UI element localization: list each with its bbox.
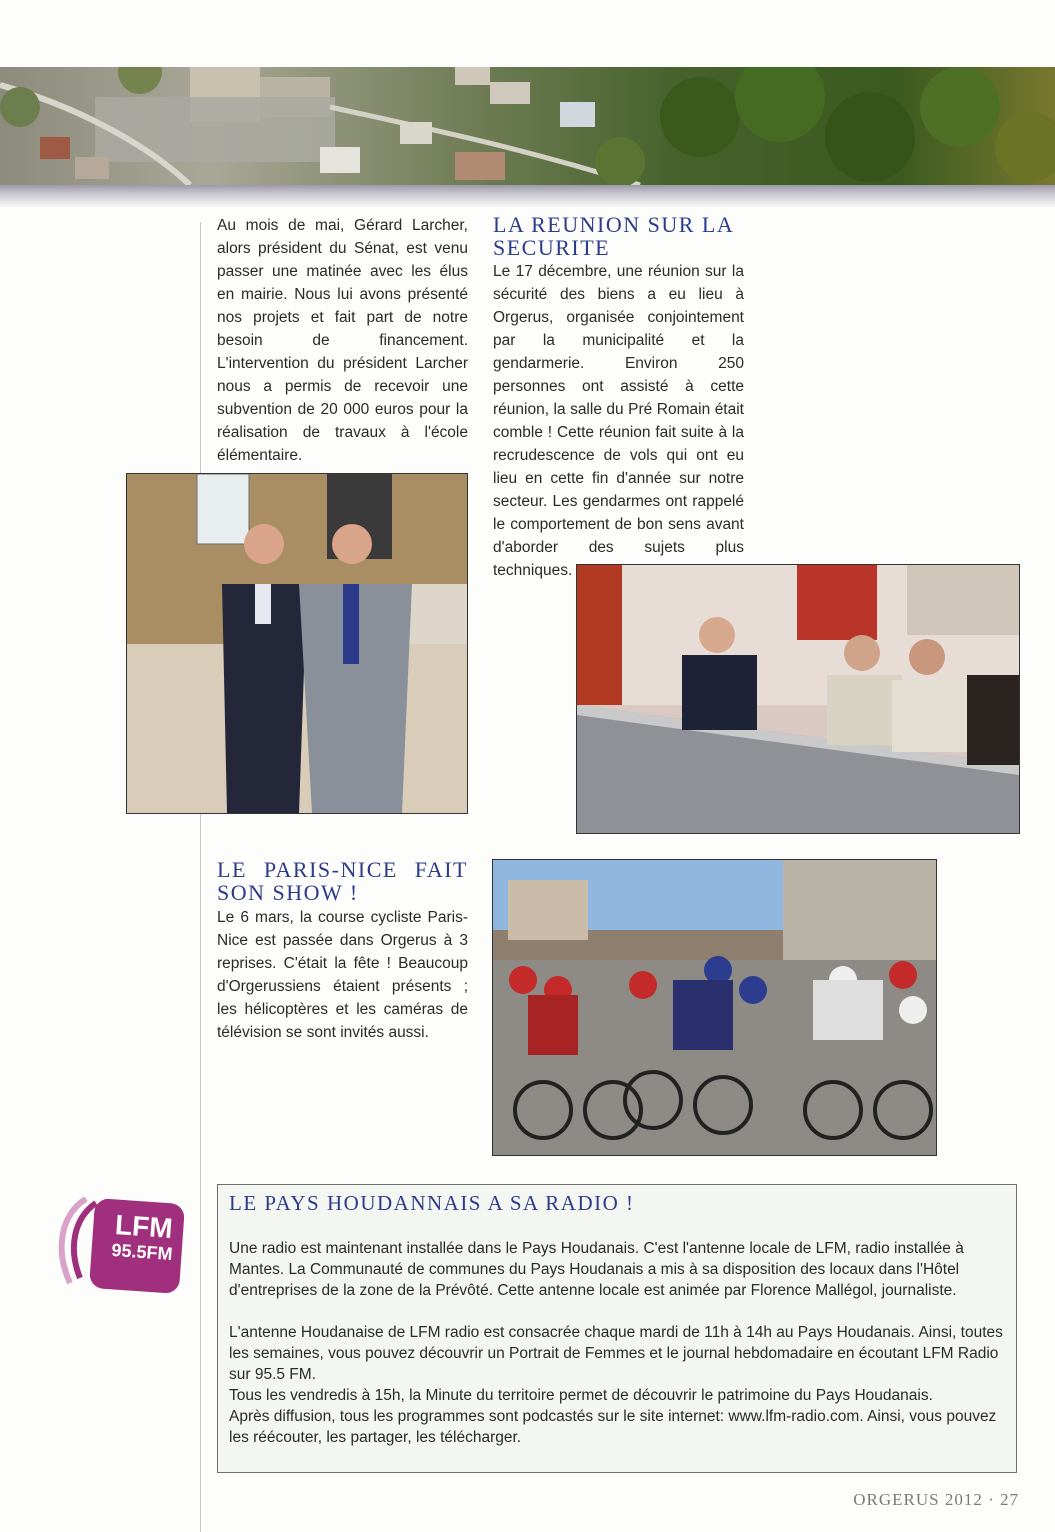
radio-paragraph-2: L'antenne Houdanaise de LFM radio est consacrée chaque mardi de 11h à 14h au Pays Houdanais. Ainsi, toutes les semaines, vous pouvez découvrir un Portrait de Femmes et le journal hebdomadaire en écoutant LFM Radio sur 95.5 FM.: [229, 1324, 1003, 1383]
photo-paris-nice-cyclists: [492, 859, 937, 1156]
lfm-logo: [52, 1193, 186, 1297]
photo-meeting-illustration: [577, 565, 1019, 833]
lfm-logo-line2: 95.5FM: [110, 1239, 174, 1265]
lfm-logo-line1: LFM: [114, 1209, 174, 1244]
radio-paragraph-1: Une radio est maintenant installée dans le Pays Houdanais. C'est l'antenne locale de LFM, radio installée à Mantes. La Communauté de communes du Pays Houdanais a mis à sa disposition des locaux dans l'Hôtel d'entreprises de la zone de la Prévôté. Cette antenne locale est animée par Florence Mallégol, journaliste.: [229, 1240, 964, 1299]
reunion-title-line2: SECURITE: [493, 235, 611, 260]
paris-nice-title-line2: SON SHOW !: [217, 880, 359, 905]
reunion-text: Le 17 décembre, une réunion sur la sécurité des biens a eu lieu à Orgerus, organisée conjointement par la municipalité et la gendarmerie. Environ 250 personnes ont assisté à cette réunion, la salle du Pré Romain était comble ! Cette réunion fait suite à la recrudescence de vols qui ont eu lieu en cette fin d'année sur notre secteur. Les gendarmes ont rappelé le comportement de bon sens avant d'aborder des sujets plus techniques.: [493, 263, 744, 579]
banner-aerial-photo: [0, 67, 1055, 185]
paris-nice-text: Le 6 mars, la course cycliste Paris-Nice est passée dans Orgerus à 3 reprises. C'était la fête ! Beaucoup d'Orgerussiens étaient présents ; les hélicoptères et les caméras de télévision se sont invités aussi.: [217, 909, 468, 1041]
photo-security-meeting: [576, 564, 1020, 834]
photo-cyclists-illustration: [493, 860, 936, 1155]
paris-nice-title-line1: LE PARIS-NICE FAIT: [217, 857, 468, 882]
banner-illustration: [0, 67, 1055, 185]
larcher-visit-text: Au mois de mai, Gérard Larcher, alors président du Sénat, est venu passer une matinée avec les élus en mairie. Nous lui avons présenté nos projets et fait part de notre besoin de financement. L'intervention du président Larcher nous a permis de recevoir une subvention de 20 000 euros pour la réalisation de travaux à l'école élémentaire.: [217, 217, 468, 464]
paris-nice-heading: [217, 858, 468, 904]
photo-larcher-mayor: [126, 473, 468, 814]
radio-title: LE PAYS HOUDANNAIS A SA RADIO !: [229, 1191, 635, 1215]
reunion-heading: [493, 213, 753, 259]
radio-paragraph-3: Tous les vendredis à 15h, la Minute du territoire permet de découvrir le patrimoine du Pays Houdanais.: [229, 1387, 933, 1404]
reunion-title-line1: LA REUNION SUR LA: [493, 212, 735, 237]
page-footer: ORGERUS 2012 · 27: [853, 1490, 1019, 1509]
column-rule: [200, 222, 201, 1532]
banner-shadow: [0, 185, 1055, 207]
lfm-logo-text: [100, 1210, 185, 1266]
radio-paragraph-4: Après diffusion, tous les programmes sont podcastés sur le site internet: www.lfm-radio.com. Ainsi, vous pouvez les réécouter, les partager, les télécharger.: [229, 1408, 997, 1446]
photo-larcher-illustration: [127, 474, 467, 813]
radio-info-box: [217, 1184, 1017, 1473]
